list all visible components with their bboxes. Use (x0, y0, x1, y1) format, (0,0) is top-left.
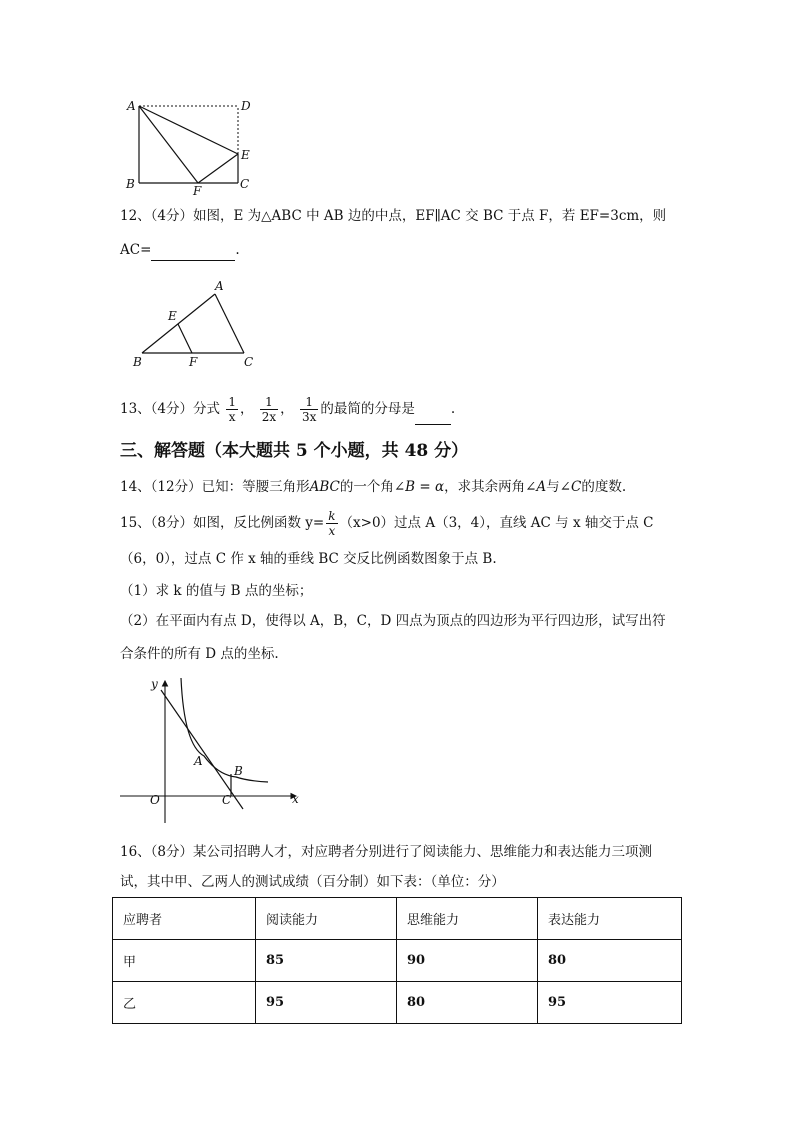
label-c: C (244, 355, 254, 369)
table-row (113, 982, 682, 1024)
label-b: B (126, 177, 135, 191)
q16-line1: 16、（8分）某公司招聘人才，对应聘者分别进行了阅读能力、思维能力和表达能力三项测 (120, 844, 653, 860)
label-a: A (127, 99, 136, 113)
q12-period: . (235, 242, 240, 258)
q13-answer-blank[interactable] (415, 394, 451, 425)
q16-line2: 试，其中甲、乙两人的测试成绩（百分制）如下表：（单位：分） (120, 874, 505, 890)
label-y: y (151, 677, 158, 691)
segment-ae (139, 106, 238, 154)
q14-angle-a: A (536, 479, 547, 495)
label-f: F (189, 355, 198, 369)
label-b: B (133, 355, 142, 369)
table-header-row (113, 898, 682, 940)
table-header: 思维能力 (397, 898, 538, 940)
q14-angle-c: C (570, 479, 582, 495)
q13-line (120, 394, 455, 425)
q12-ac-label: AC= (120, 242, 152, 258)
q13-prefix: 13、（4分）分式 (120, 401, 221, 417)
segment-ab (142, 294, 215, 353)
section-3-heading: 三、解答题（本大题共 5 个小题，共 48 分） (120, 441, 469, 461)
q12-answer-blank[interactable] (151, 240, 235, 261)
label-f: F (193, 184, 202, 198)
q15-sub1: （1）求 k 的值与 B 点的坐标； (120, 583, 313, 599)
label-c: C (222, 793, 232, 807)
q15-fraction-k-over-x: $\frac{k}{x}$ (328, 509, 336, 538)
table-header: 应聘者 (113, 898, 256, 940)
rectangle-fold-figure (120, 95, 260, 198)
label-x: x (292, 792, 299, 806)
table-cell: 甲 (113, 940, 256, 982)
q15-sub2-line2: 合条件的所有 D 点的坐标. (120, 646, 279, 662)
table-cell: 90 (397, 940, 538, 982)
label-a: A (194, 754, 203, 768)
q13-fraction-1: $\frac{1}{x}$ (228, 395, 236, 424)
q13-sep-2: ， (280, 401, 294, 417)
label-b: B (234, 764, 243, 778)
table-cell: 95 (538, 982, 682, 1024)
q13-sep-1: ， (239, 401, 254, 417)
label-c: C (240, 177, 250, 191)
q14-line: 14、（12分）已知：等腰三角形ABC的一个角∠B = α，求其余两角∠A与∠C的度数. (120, 479, 627, 495)
label-e: E (241, 148, 250, 162)
segment-fe (198, 154, 238, 183)
label-a: A (215, 279, 224, 293)
table-header: 阅读能力 (256, 898, 397, 940)
q13-period: . (450, 401, 456, 417)
q12-line2 (120, 240, 240, 261)
q14-triangle-abc: ABC (309, 479, 340, 495)
score-table (112, 897, 682, 1024)
segment-af (139, 106, 198, 183)
table-cell: 95 (256, 982, 397, 1024)
q13-suffix: 的最简的分母是 (320, 401, 415, 417)
label-o: O (150, 793, 160, 807)
table-cell: 85 (256, 940, 397, 982)
triangle-figure (130, 280, 260, 372)
q15-line2: （6，0），过点 C 作 x 轴的垂线 BC 交反比例函数图象于点 B. (120, 551, 497, 567)
q14-angle-b: B = α (405, 479, 445, 495)
label-d: D (241, 99, 251, 113)
q15-sub2-line1: （2）在平面内有点 D，使得以 A，B，C，D 四点为顶点的四边形为平行四边形，试写出符 (120, 613, 666, 629)
q13-fraction-2: $\frac{1}{2x}$ (261, 395, 277, 424)
segment-ef (178, 324, 192, 353)
table-row (113, 940, 682, 982)
q12-line1: 12、（4分）如图，E 为△ABC 中 AB 边的中点，EF∥AC 交 BC 于点 F，若 EF=3cm，则 (120, 208, 667, 224)
function-graph-figure (118, 675, 308, 825)
table-cell: 80 (397, 982, 538, 1024)
table-cell: 乙 (113, 982, 256, 1024)
table-header: 表达能力 (538, 898, 682, 940)
label-e: E (168, 309, 177, 323)
q13-fraction-3: $\frac{1}{3x}$ (301, 395, 317, 424)
table-cell: 80 (538, 940, 682, 982)
q15-line1: 15、（8分）如图，反比例函数 y= $\frac{k}{x}$ （x>0）过点 A（3，4），直线 AC 与 x 轴交于点 C (120, 509, 654, 538)
segment-ac (215, 294, 244, 353)
